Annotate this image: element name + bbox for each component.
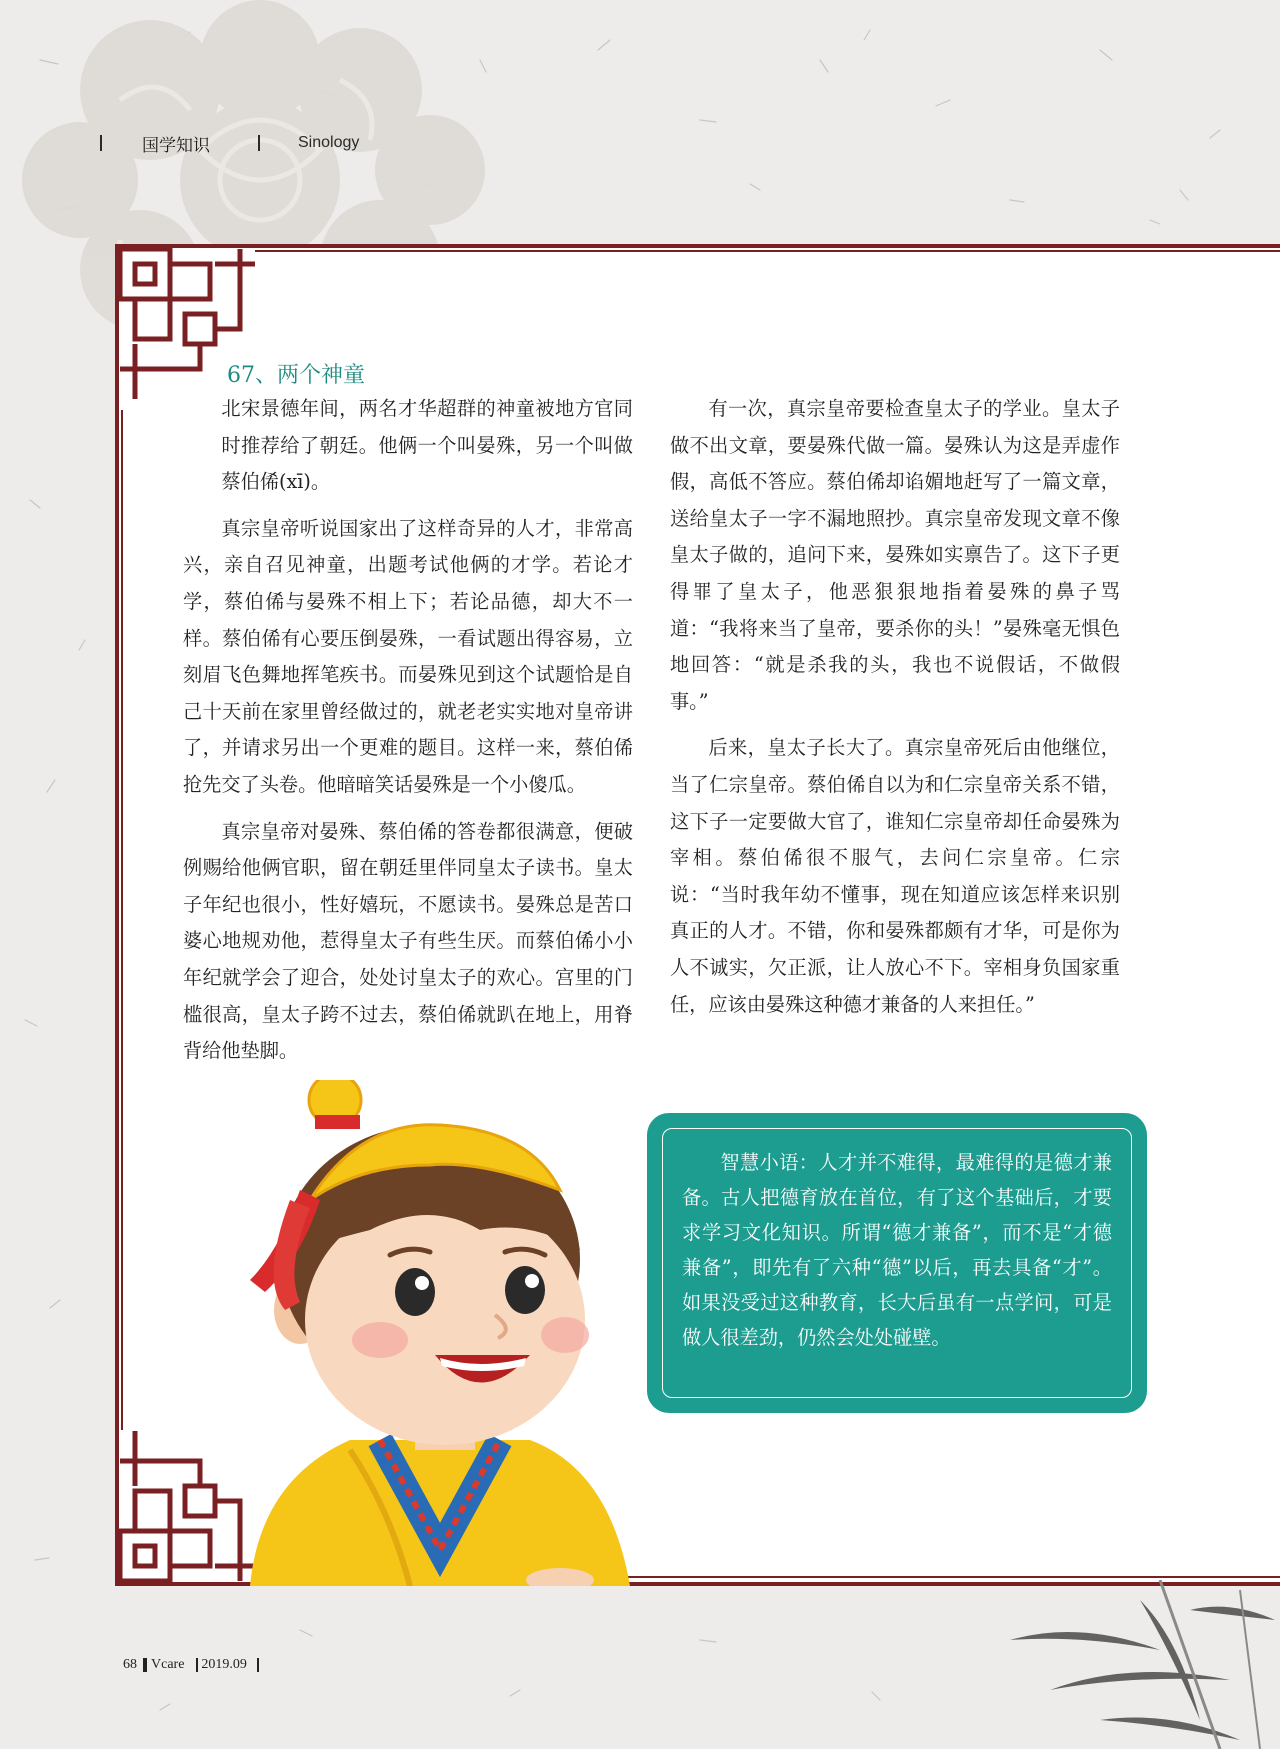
section-title-en: Sinology [298, 134, 360, 151]
frame-border-top-inner [255, 250, 1280, 252]
frame-border-left-inner [121, 410, 123, 1430]
article-column-right [670, 391, 1120, 1033]
article-title: 67、两个神童 [227, 363, 365, 388]
magazine-name: Vcare [151, 1657, 185, 1672]
header-divider [258, 135, 260, 151]
footer-divider [143, 1658, 147, 1672]
paragraph: 后来，皇太子长大了。真宗皇帝死后由他继位，当了仁宗皇帝。蔡伯俙自以为和仁宗皇帝关系不错，这下子一定要做大官了，谁知仁宗皇帝却任命晏殊为宰相。蔡伯俙很不服气，去问仁宗皇帝。仁宗说：“当时我年幼不懂事，现在知道应该怎样来识别真正的人才。不错，你和晏殊都颇有才华，可是你为人不诚实，欠正派，让人放心不下。宰相身负国家重任，应该由晏殊这种德才兼备的人来担任。” [670, 736, 1120, 1016]
header-divider [100, 135, 102, 151]
paragraph: 有一次，真宗皇帝要检查皇太子的学业。皇太子做不出文章，要晏殊代做一篇。晏殊认为这是弄虚作假，高低不答应。蔡伯俙却谄媚地赶写了一篇文章，送给皇太子一字不漏地照抄。真宗皇帝发现文章不像皇太子做的，追问下来，晏殊如实禀告了。这下子更得罪了皇太子，他恶狠狠地指着晏殊的鼻子骂道：“我将来当了皇帝，要杀你的头！”晏殊毫无惧色地回答：“就是杀我的头，我也不说假话，不做假事。” [670, 397, 1120, 713]
paragraph: 真宗皇帝听说国家出了这样奇异的人才，非常高兴，亲自召见神童，出题考试他俩的才学。若论才学，蔡伯俙与晏殊不相上下；若论品德，却大不一样。蔡伯俙有心要压倒晏殊，一看试题出得容易，立刻眉飞色舞地挥笔疾书。而晏殊见到这个试题恰是自己十天前在家里曾经做过的，就老老实实地对皇帝讲了，并请求另出一个更难的题目。这样一来，蔡伯俙抢先交了头卷。他暗暗笑话晏殊是一个小傻瓜。 [183, 516, 633, 796]
page-footer [123, 1657, 259, 1673]
frame-border-left [115, 244, 119, 1586]
section-title-cn: 国学知识 [142, 135, 210, 156]
cartoon-boy-illustration [230, 1080, 650, 1586]
issue-date: 2019.09 [201, 1657, 247, 1672]
frame-border-top [115, 244, 1280, 248]
paragraph: 真宗皇帝对晏殊、蔡伯俙的答卷都很满意，便破例赐给他俩官职，留在朝廷里伴同皇太子读书。皇太子年纪也很小，性好嬉玩，不愿读书。晏殊总是苦口婆心地规劝他，惹得皇太子有些生厌。而蔡伯俙小小年纪就学会了迎合，处处讨皇太子的欢心。宫里的门槛很高，皇太子跨不过去，蔡伯俙就趴在地上，用脊背给他垫脚。 [183, 819, 633, 1063]
page-number: 68 [123, 1657, 137, 1672]
footer-divider [257, 1658, 259, 1672]
section-header [100, 130, 359, 156]
article-column-left [183, 391, 633, 1080]
wisdom-box [647, 1113, 1147, 1413]
bamboo-decoration [990, 1580, 1280, 1749]
wisdom-text: 智慧小语：人才并不难得，最难得的是德才兼备。古人把德育放在首位，有了这个基础后，才要求学习文化知识。所谓“德才兼备”，而不是“才德兼备”，即先有了六种“德”以后，再去具备“才”。如果没受过这种教育，长大后虽有一点学问，可是做人很差劲，仍然会处处碰壁。 [682, 1151, 1112, 1349]
footer-divider [196, 1658, 198, 1672]
paragraph: 北宋景德年间，两名才华超群的神童被地方官同时推荐给了朝廷。他俩一个叫晏殊，另一个叫做蔡伯俙(xī)。 [221, 397, 633, 494]
